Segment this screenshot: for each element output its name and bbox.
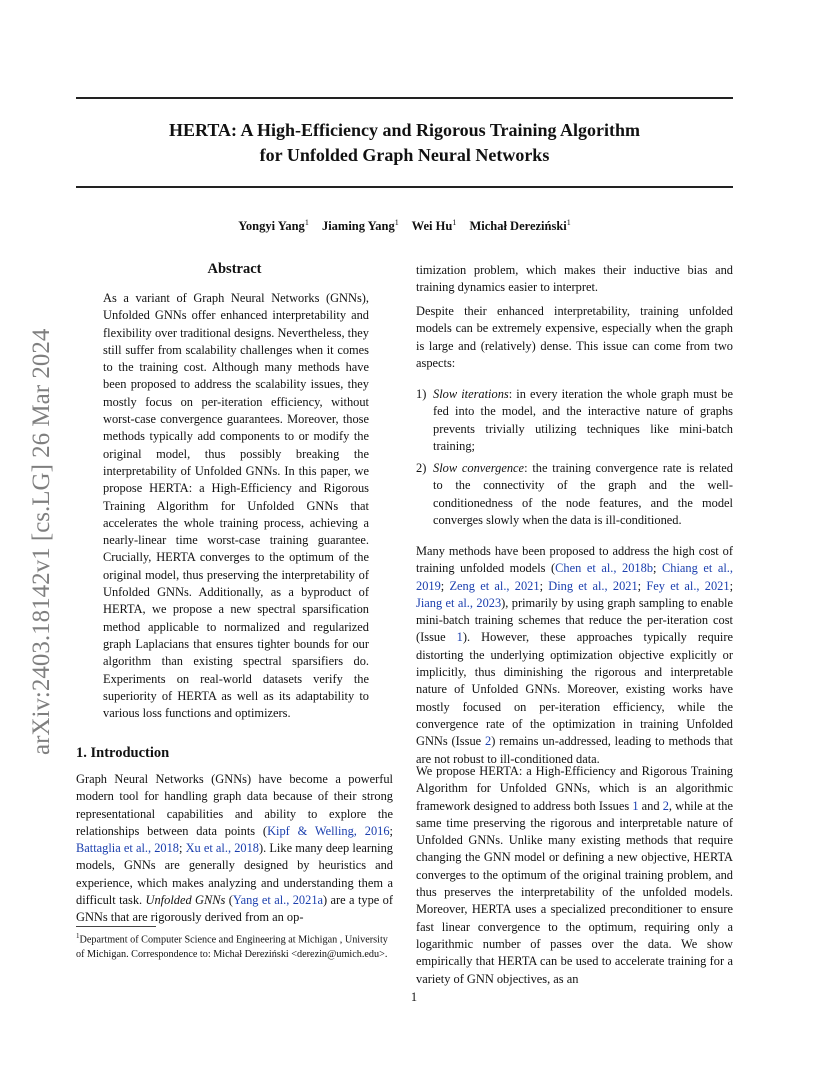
page-number: 1 xyxy=(410,990,418,1004)
author: Michał Dereziński$^1$ xyxy=(469,218,571,234)
paragraph-related-work: Many methods have been proposed to address the high cost of training unfolded models (Chen et al., 2018b; Chiang et al., 2019; Zeng et al., 2021; Ding et al., 2021; Fey et al., 2021; Jiang et al., 2023), primarily by using graph sampling to enable mini-batch training schemes that reduce the per-iteration cost (Issue 1). However, these approaches typically require distorting the underlying optimization objective explicitly or implicitly, thus diminishing the rigorous and interpretable nature of Unfolded GNNs. Moreover, existing works have mostly focused on per-iteration efficiency, while the convergence rate of the optimization in training Unfolded GNNs (Issue 2) remains un-addressed, leading to methods that are not robust to ill-conditioned data. xyxy=(416,544,734,766)
issue-link[interactable]: 1 xyxy=(456,630,463,645)
abstract-body: As a variant of Graph Neural Networks (GNNs), Unfolded GNNs offer enhanced interpretability and flexibility over traditional designs. Nevertheless, they still suffer from scalability challenges when it comes to the training cost. Although many methods have been proposed to address the scalability issues, they mostly focus on per-iteration efficiency, without worst-case convergence guarantees. Moreover, those methods typically add components to or modify the original model, thus possibly breaking the interpretability of Unfolded GNNs. In this paper, we propose HERTA: a High-Efficiency and Rigorous Training Algorithm for Unfolded GNNs that accelerates the whole training process, achieving a nearly-linear time worst-case training guarantee. Crucially, HERTA converges to the optimum of the original model, thus preserving the interpretability of Unfolded GNNs. Additionally, as a byproduct of HERTA, we propose a new spectral sparsification method applicable to normalized and regularized graph Laplacians that ensures tighter bounds for our algorithm than existing spectral sparsifiers do. Experiments on real-world datasets verify the superiority of HERTA as well as its adaptability to various loss functions and optimizers. xyxy=(103,291,369,721)
paper-title xyxy=(76,118,733,168)
paragraph-issues: Despite their enhanced interpretability, training unfolded models can be extremely expensive, especially when the graph is large and (relatively) dense. This issue can come from two aspects: xyxy=(416,304,733,370)
author: Wei Hu$^1$ xyxy=(411,218,457,234)
paragraph-proposal: We propose HERTA: a High-Efficiency and Rigorous Training Algorithm for Unfolded GNNs, which is an algorithmic framework designed to address both Issues 1 and 2, while at the same time preserving the rigorous and interpretable nature of Unfolded GNNs. Unlike many existing methods that require changing the GNN model or defining a new objective, HERTA converges to the optimum of the original training problem, and thus preserves the interpretability of the unfolded models. Moreover, HERTA uses a specialized preconditioner to ensure fast linear convergence to the optimum, requiring only a logarithmic number of passes over the data. We show empirically that HERTA can be used to accelerate training for a variety of GNN objectives, as an xyxy=(416,764,733,986)
arxiv-watermark: arXiv:2403.18142v1 [cs.LG] 26 Mar 2024 xyxy=(28,328,55,755)
citation-link[interactable]: Chiang et al., 2019 xyxy=(416,561,733,593)
citation-link[interactable]: Zeng et al., 2021 xyxy=(449,578,540,593)
citation-link[interactable]: Kipf & Welling, 2016 xyxy=(267,823,390,838)
citation-link[interactable]: Chen et al., 2018b xyxy=(555,561,654,576)
citation-link[interactable]: Ding et al., 2021 xyxy=(548,578,638,593)
author-list xyxy=(76,214,733,235)
top-rule xyxy=(76,97,733,99)
citation-link[interactable]: Xu et al., 2018 xyxy=(185,841,259,856)
list-item: 2) Slow convergence: the training convergence rate is related to the connectivity of the graph and the well-conditionedness of the node features, and the model converges slowly when the data is ill-conditioned. xyxy=(416,461,733,527)
author: Yongyi Yang$^1$ xyxy=(238,218,309,234)
title-line-2: for Unfolded Graph Neural Networks xyxy=(259,145,550,165)
citation-link[interactable]: Yang et al., 2021a xyxy=(232,893,324,908)
issue-link[interactable]: 2 xyxy=(485,734,492,749)
citation-link[interactable]: Jiang et al., 2023 xyxy=(416,595,502,610)
footnote-rule xyxy=(76,926,156,927)
issue-link[interactable]: 2 xyxy=(662,798,669,813)
paragraph-continuation: timization problem, which makes their inductive bias and training dynamics easier to interpret. xyxy=(416,263,733,295)
citation-link[interactable]: Battaglia et al., 2018 xyxy=(76,841,179,856)
title-bottom-rule xyxy=(76,186,733,188)
abstract-heading: Abstract xyxy=(207,261,262,277)
title-line-1: HERTA: A High-Efficiency and Rigorous Training Algorithm xyxy=(168,120,641,140)
citation-link[interactable]: Fey et al., 2021 xyxy=(646,578,730,593)
list-item: 1) Slow iterations: in every iteration the whole graph must be fed into the model, and the interactive nature of graphs prevents trivially utilizing techniques like mini-batch training; xyxy=(416,387,733,453)
author: Jiaming Yang$^1$ xyxy=(321,218,399,234)
introduction-paragraph: Graph Neural Networks (GNNs) have become a powerful modern tool for handling graph data because of their strong representational capabilities and ability to explore the relationships between data points (Kipf & Welling, 2016; Battaglia et al., 2018; Xu et al., 2018). Like many deep learning models, GNNs are generally designed by heuristics and experience, which makes analyzing and understanding them a difficult task. Unfolded GNNs (Yang et al., 2021a) are a type of GNNs that are rigorously derived from an op- xyxy=(76,772,393,925)
footnote: $^1$Department of Computer Science and Engineering at Michigan , University of Michigan. Correspondence to: Michał Dereziński <derezin@umich.edu>. xyxy=(76,932,388,960)
section-heading-introduction: 1. Introduction xyxy=(76,745,170,761)
issue-link[interactable]: 1 xyxy=(632,798,639,813)
